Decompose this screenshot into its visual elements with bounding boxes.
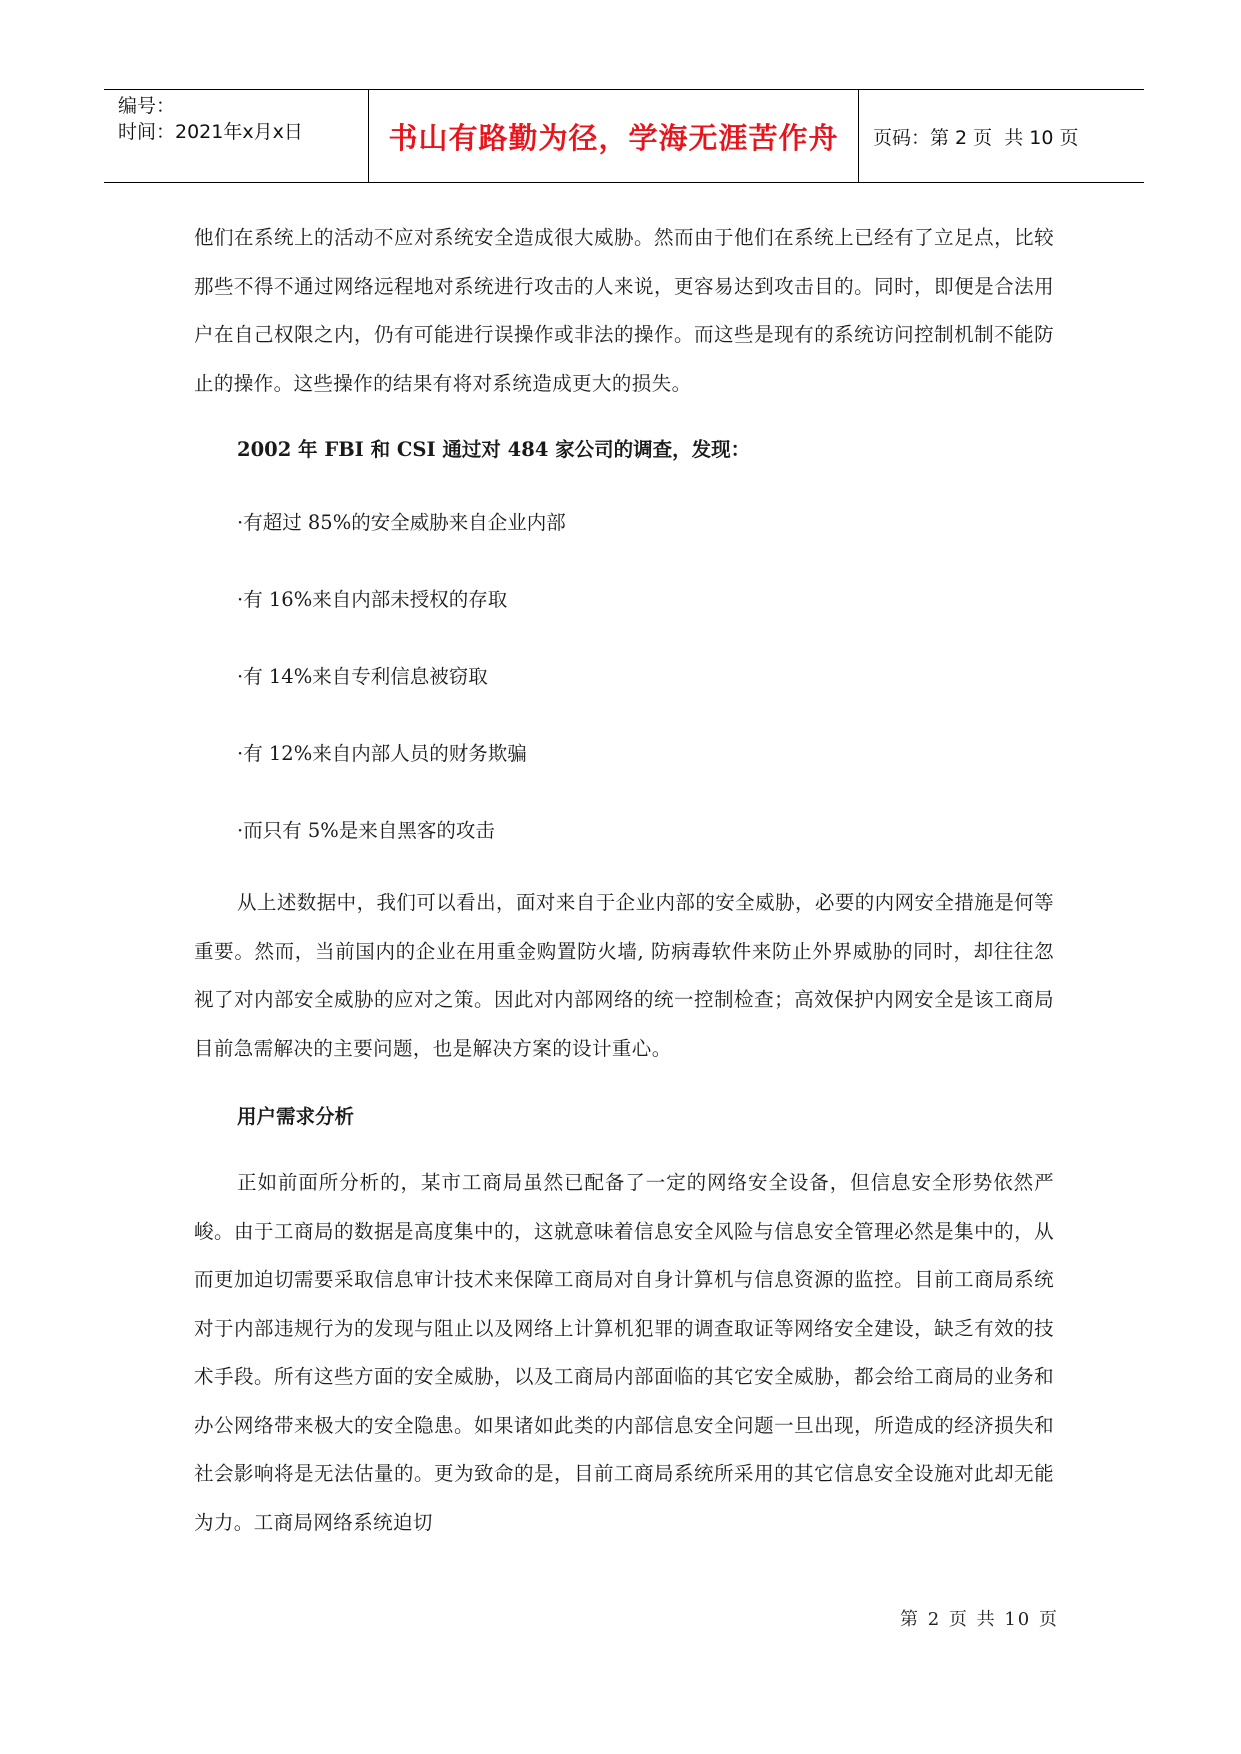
bullet-item: ·有 12%来自内部人员的财务欺骗 — [237, 742, 527, 765]
paragraph-intro: 他们在系统上的活动不应对系统安全造成很大威胁。然而由于他们在系统上已经有了立足点，比较那些不得不通过网络远程地对系统进行攻击的人来说，更容易达到攻击目的。同时，即便是合法用户在自己权限之内，仍有可能进行误操作或非法的操作。而这些是现有的系统访问控制机制不能防止的操作。这些操作的结果有将对系统造成更大的损失。 — [194, 226, 1054, 395]
section-heading: 用户需求分析 — [237, 1105, 355, 1128]
page-footer-number: 第 2 页 共 10 页 — [900, 1609, 1059, 1630]
paragraph-requirements: 正如前面所分析的，某市工商局虽然已配备了一定的网络安全设备，但信息安全形势依然严峻。由于工商局的数据是高度集中的，这就意味着信息安全风险与信息安全管理必然是集中的，从而更加迫切需要采取信息审计技术来保障工商局对自身计算机与信息资源的监控。目前工商局系统对于内部违规行为的发现与阻止以及网络上计算机犯罪的调查取证等网络安全建设，缺乏有效的技术手段。所有这些方面的安全威胁，以及工商局内部面临的其它安全威胁，都会给工商局的业务和办公网络带来极大的安全隐患。如果诸如此类的内部信息安全问题一旦出现，所造成的经济损失和社会影响将是无法估量的。更为致命的是，目前工商局系统所采用的其它信息安全设施对此却无能为力。工商局网络系统迫切 — [194, 1171, 1054, 1534]
document-body — [194, 214, 1054, 1547]
bullet-item: ·有 16%来自内部未授权的存取 — [237, 588, 508, 611]
header-motto: 书山有路勤为径，学海无涯苦作舟 — [388, 120, 839, 155]
page-code: 页码：第 2 页 共 10 页 — [873, 126, 1079, 149]
header-right-cell — [859, 90, 1144, 182]
survey-heading: 2002 年 FBI 和 CSI 通过对 484 家公司的调查，发现： — [237, 438, 751, 461]
serial-label: 编号： — [118, 95, 176, 117]
bullet-item: ·有超过 85%的安全威胁来自企业内部 — [237, 511, 566, 534]
paragraph-analysis: 从上述数据中，我们可以看出，面对来自于企业内部的安全威胁，必要的内网安全措施是何等重要。然而，当前国内的企业在用重金购置防火墙, 防病毒软件来防止外界威胁的同时，却往往忽视了对内部安全威胁的应对之策。因此对内部网络的统一控制检查；高效保护内网安全是该工商局目前急需解决的主要问题，也是解决方案的设计重心。 — [194, 891, 1054, 1060]
time-label: 时间：2021年x月x日 — [118, 121, 303, 143]
bullet-item: ·而只有 5%是来自黑客的攻击 — [237, 819, 495, 842]
bullet-item: ·有 14%来自专利信息被窃取 — [237, 665, 488, 688]
page-header — [104, 89, 1144, 183]
header-left-cell — [104, 90, 369, 182]
header-motto-cell — [369, 90, 859, 182]
